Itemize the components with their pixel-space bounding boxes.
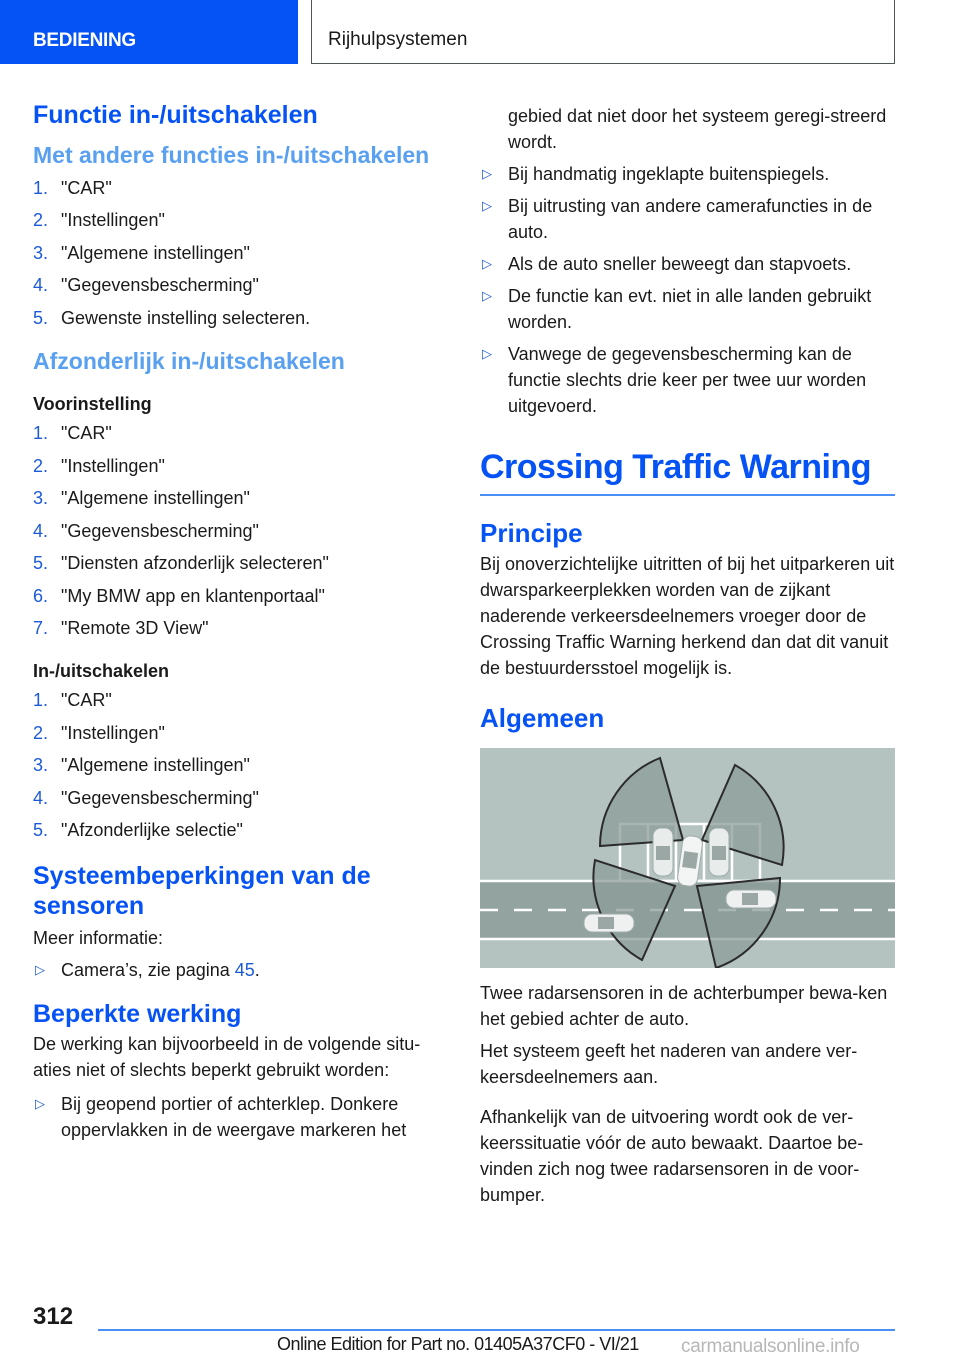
bullets-systeem [33,957,453,983]
heading-principe: Principe [480,517,583,548]
heading-algemeen: Algemeen [480,702,605,733]
list-item: ▷ De functie kan evt. niet in alle landen gebruikt worden. [480,283,895,335]
radar-illustration-icon [480,748,895,968]
list-item: 3. "Algemene instellingen" [33,755,250,776]
list-item: 6. "My BMW app en klantenportaal" [33,585,325,606]
algemeen-para-3: Afhankelijk van de uitvoering wordt ook de ver-keerssituatie vóór de auto bewaakt. Daartoe be-vinden zich nog twee radarsensoren in de voor-bumper. [480,1107,864,1206]
triangle-bullet-icon: ▷ [35,1095,45,1111]
page-link[interactable]: 45 [234,959,255,980]
heading-met-andere: Met andere functies in-/uitschakelen [33,142,430,168]
list-item: 1. "CAR" [33,690,112,711]
chapter-title: Rijhulpsystemen [328,29,468,50]
watermark: carmanualsonline.info [681,1336,860,1357]
list-item: ▷ Bij geopend portier of achterklep. Donkere oppervlakken in de weergave markeren het [33,1091,453,1143]
section-tab [0,0,298,64]
heading-functie: Functie in-/uitschakelen [33,101,318,129]
radar-zones-figure [480,748,895,968]
triangle-bullet-icon: ▷ [482,166,492,181]
list-item: 2. "Instellingen" [33,455,165,476]
list-item: ▷ Bij uitrusting van andere camerafuncties in de auto. [480,193,895,245]
steps-met-andere [33,172,453,335]
meer-informatie: Meer informatie: [33,927,164,948]
continued-text: gebied dat niet door het systeem geregi-streerd wordt. [508,106,887,152]
list-item: ▷ Bij handmatig ingeklapte buitenspiegels. [480,161,895,187]
list-item: ▷ Camera’s, zie pagina 45. [33,957,453,983]
list-item: 5. "Diensten afzonderlijk selecteren" [33,553,329,574]
list-item: 4. "Gegevensbescherming" [33,787,259,808]
bullets-beperkte [33,1091,453,1143]
list-item: 4. "Gegevensbescherming" [33,520,259,541]
steps-voorinstelling [33,417,453,645]
right-column [480,100,895,1208]
algemeen-para-1: Twee radarsensoren in de achterbumper bewa-ken het gebied achter de auto. [480,983,888,1030]
heading-beperkte-werking: Beperkte werking [33,999,242,1028]
edition-text: Online Edition for Part no. 01405A37CF0 - VI/21 [277,1334,639,1354]
list-item: 1. "CAR" [33,423,112,444]
list-item: 4. "Gegevensbescherming" [33,275,259,296]
heading-voorinstelling: Voorinstelling [33,393,152,414]
list-item: 5. "Afzonderlijke selectie" [33,820,243,841]
bullets-continued [480,161,895,419]
principe-text: Bij onoverzichtelijke uitritten of bij het uitparkeren uit dwarsparkeerplekken worden van de zijkant naderende verkeersdeelnemers vroeger door de Crossing Traffic Warning herkend dan dat dit vanuit de bestuurdersstoel mogelijk is. [480,553,895,678]
list-item: ▷ Vanwege de gegevensbescherming kan de functie slechts drie keer per twee uur worden uitgevoerd. [480,341,895,419]
list-item: 2. "Instellingen" [33,722,165,743]
beperkte-intro: De werking kan bijvoorbeeld in de volgende situ-aties niet of slechts beperkt gebruikt worden: [33,1033,421,1080]
left-column [33,100,453,1149]
triangle-bullet-icon: ▷ [482,256,492,271]
heading-afzonderlijk: Afzonderlijk in-/uitschakelen [33,348,345,375]
list-item: 7. "Remote 3D View" [33,618,209,639]
chapter-tab [311,0,895,64]
steps-inuit [33,684,453,847]
list-item: ▷ Als de auto sneller beweegt dan stapvoets. [480,251,895,277]
triangle-bullet-icon: ▷ [482,346,492,361]
triangle-bullet-icon: ▷ [482,288,492,303]
section-title-crossing-traffic: Crossing Traffic Warning [480,447,895,496]
list-item: 3. "Algemene instellingen" [33,488,250,509]
list-item: 2. "Instellingen" [33,210,165,231]
list-item: 5. Gewenste instelling selecteren. [33,307,311,328]
footer-rule [98,1329,895,1331]
heading-inuit: In-/uitschakelen [33,660,170,681]
list-item: 1. "CAR" [33,177,112,198]
heading-systeembeperkingen: Systeembeperkingen van de sensoren [33,861,371,920]
list-item: 3. "Algemene instellingen" [33,242,250,263]
page-number: 312 [33,1303,74,1330]
algemeen-para-2: Het systeem geeft het naderen van andere ver-keersdeelnemers aan. [480,1041,858,1088]
section-title: BEDIENING [33,30,136,51]
triangle-bullet-icon: ▷ [35,961,45,977]
triangle-bullet-icon: ▷ [482,198,492,213]
